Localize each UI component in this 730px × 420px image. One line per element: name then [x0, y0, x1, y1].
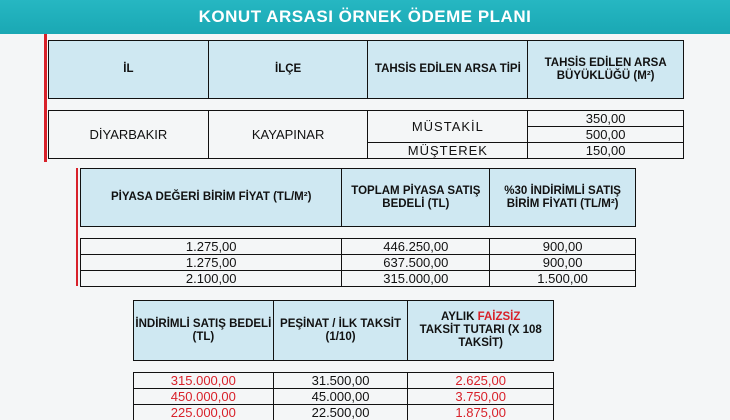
cell-value: 1.500,00	[490, 271, 636, 287]
header-faizsiz-label: FAİZSİZ	[477, 311, 521, 323]
cell-value: 1.275,00	[81, 255, 342, 271]
payment-plan-table	[133, 300, 554, 420]
cell-ilce: KAYAPINAR	[208, 111, 368, 159]
red-accent-line-2	[76, 168, 78, 286]
cell-size: 500,00	[528, 127, 684, 143]
cell-value: 31.500,00	[273, 373, 408, 389]
header-aylik-label: AYLIK	[440, 311, 478, 323]
table-row	[81, 255, 636, 271]
cell-il: DİYARBAKIR	[49, 111, 209, 159]
table-row	[134, 373, 554, 389]
cell-value: 315.000,00	[342, 271, 490, 287]
cell-value: 225.000,00	[134, 405, 274, 420]
cell-value: 2.100,00	[81, 271, 342, 287]
cell-value: 45.000,00	[273, 389, 408, 405]
cell-value: 1.875,00	[408, 405, 554, 420]
header-taksit-label: TAKSİT TUTARI (X 108 TAKSİT)	[419, 324, 542, 349]
cell-value: 637.500,00	[342, 255, 490, 271]
cell-value: 1.275,00	[81, 239, 342, 255]
cell-value: 3.750,00	[408, 389, 554, 405]
cell-value: 900,00	[490, 255, 636, 271]
market-value-table	[80, 168, 636, 287]
cell-type-mustakil: MÜSTAKİL	[368, 111, 528, 143]
cell-value: 450.000,00	[134, 389, 274, 405]
header-indirimli-fiyat: %30 İNDİRİMLİ SATIŞ BİRİM FİYATI (TL/M²)	[490, 169, 636, 227]
cell-value: 446.250,00	[342, 239, 490, 255]
red-accent-line	[44, 34, 47, 162]
cell-value: 2.625,00	[408, 373, 554, 389]
cell-value: 315.000,00	[134, 373, 274, 389]
land-allocation-table	[48, 40, 684, 159]
table-row	[81, 239, 636, 255]
header-birim-fiyat: PİYASA DEĞERİ BİRİM FİYAT (TL/M²)	[81, 169, 342, 227]
cell-size: 350,00	[528, 111, 684, 127]
table-row	[81, 271, 636, 287]
cell-value: 22.500,00	[273, 405, 408, 420]
header-toplam-bedel: TOPLAM PİYASA SATIŞ BEDELİ (TL)	[342, 169, 490, 227]
header-ilce: İLÇE	[208, 41, 368, 99]
table-row	[134, 389, 554, 405]
table-row	[134, 405, 554, 420]
header-indirimli-bedel: İNDİRİMLİ SATIŞ BEDELİ (TL)	[134, 301, 274, 361]
header-arsa-buyuklugu: TAHSİS EDİLEN ARSA BÜYÜKLÜĞÜ (M²)	[528, 41, 684, 99]
cell-type-musterek: MÜŞTEREK	[368, 143, 528, 159]
header-il: İL	[49, 41, 209, 99]
header-pesinat: PEŞİNAT / İLK TAKSİT (1/10)	[273, 301, 408, 361]
header-aylik-taksit	[408, 301, 554, 361]
header-arsa-tipi: TAHSİS EDİLEN ARSA TİPİ	[368, 41, 528, 99]
page-title: KONUT ARSASI ÖRNEK ÖDEME PLANI	[0, 0, 730, 34]
cell-value: 900,00	[490, 239, 636, 255]
cell-size: 150,00	[528, 143, 684, 159]
